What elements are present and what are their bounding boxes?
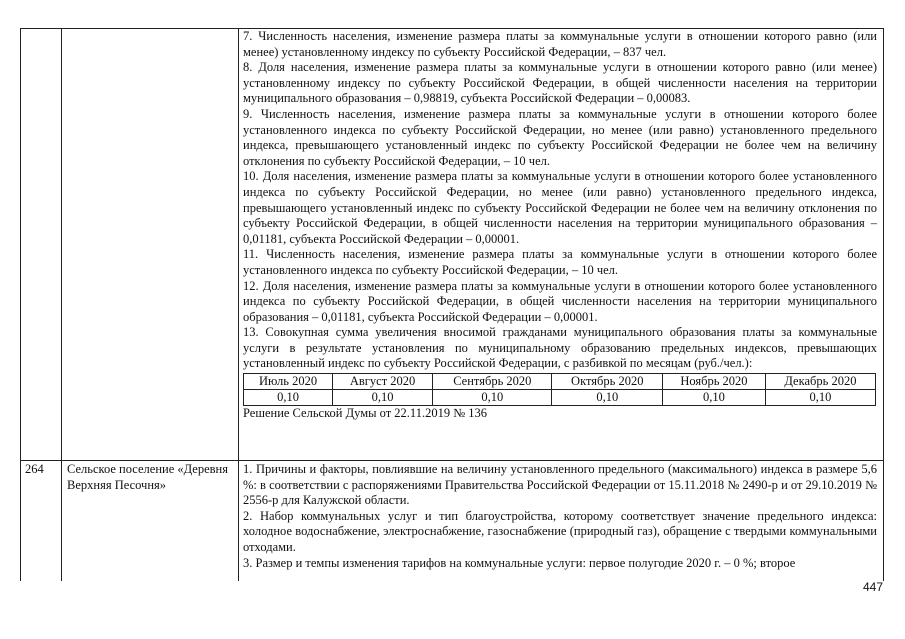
- item-11: 11. Численность населения, изменение размера платы за коммунальные услуги в отношении которого более установленного индекса по субъекту Российской Федерации, – 10 чел.: [243, 247, 877, 277]
- month-header: Июль 2020: [244, 374, 333, 390]
- month-value: 0,10: [433, 390, 552, 406]
- item-8: 8. Доля населения, изменение размера платы за коммунальные услуги в отношении которого равно (или менее) установленному индексу по субъекту Российской Федерации, в общей численности населения на территории муниципального образования – 0,98819, субъекта Российской Федерации – 0,00083.: [243, 60, 877, 106]
- decision-reference: Решение Сельской Думы от 22.11.2019 № 136: [243, 406, 488, 421]
- month-header: Ноябрь 2020: [663, 374, 766, 390]
- data-table: [20, 28, 884, 581]
- months-header-row: [244, 374, 876, 390]
- page-number: 447: [863, 580, 884, 594]
- months-value-row: [244, 390, 876, 406]
- month-header: Октябрь 2020: [552, 374, 663, 390]
- month-header: Декабрь 2020: [765, 374, 875, 390]
- row-264-item-2: 2. Набор коммунальных услуг и тип благоустройства, которому соответствует значение предельного индекса: холодное водоснабжение, электроснабжение, газоснабжение (природный газ), обращение с твердыми коммунальными отходами.: [243, 508, 877, 554]
- month-value: 0,10: [333, 390, 433, 406]
- months-table: [243, 373, 876, 406]
- month-value: 0,10: [765, 390, 875, 406]
- month-header: Август 2020: [333, 374, 433, 390]
- upper-content-cell: [243, 29, 877, 422]
- row-264-item-1: 1. Причины и факторы, повлиявшие на величину установленного предельного (максимального) индекса в размере 5,6 %: в соответствии с распоряжениями Правительства Российской Федерации от 15.11.2018 № 2490-р и от 29.10.2019 № 2556-р для Калужской области.: [243, 462, 877, 508]
- row-264-content-cell: [243, 462, 877, 571]
- row-number: 264: [25, 462, 44, 476]
- row-divider: [21, 460, 883, 461]
- item-7: 7. Численность населения, изменение размера платы за коммунальные услуги в отношении которого равно (или менее) установленному индексу по субъекту Российской Федерации, – 837 чел.: [243, 29, 877, 59]
- month-header: Сентябрь 2020: [433, 374, 552, 390]
- settlement-name: Сельское поселение «Деревня Верхняя Песочня»: [67, 462, 228, 492]
- item-10: 10. Доля населения, изменение размера платы за коммунальные услуги в отношении которого более установленного индекса по субъекту Российской Федерации, но менее (или равно) установленного предельного индекса, превышающего установленный индекс по субъекту Российской Федерации не более чем на величину отклонения по субъекту Российской Федерации, в общей численности населения на территории муниципального образования – 0,01181, субъекта Российской Федерации – 0,00001.: [243, 169, 877, 246]
- item-13: 13. Совокупная сумма увеличения вносимой гражданами муниципального образования платы за коммунальные услуги в результате установления по муниципальному образованию предельных индексов, превышающих установленный индекс по субъекту Российской Федерации, с разбивкой по месяцам (руб./чел.):: [243, 325, 877, 371]
- month-value: 0,10: [244, 390, 333, 406]
- month-value: 0,10: [663, 390, 766, 406]
- column-divider: [238, 29, 239, 581]
- item-12: 12. Доля населения, изменение размера платы за коммунальные услуги в отношении которого более установленного индекса по субъекту Российской Федерации, в общей численности населения на территории муниципального образования – 0,01181, субъекта Российской Федерации – 0,00001.: [243, 278, 877, 324]
- item-9: 9. Численность населения, изменение размера платы за коммунальные услуги в отношении которого более установленного индекса по субъекту Российской Федерации, но менее (или равно) установленного предельного индекса, превышающего установленный индекс по субъекту Российской Федерации не более чем на величину отклонения по субъекту Российской Федерации, – 10 чел.: [243, 106, 877, 168]
- column-divider: [61, 29, 62, 581]
- row-264-item-3: 3. Размер и темпы изменения тарифов на коммунальные услуги: первое полугодие 2020 г. – 0 %; второе: [243, 555, 796, 570]
- month-value: 0,10: [552, 390, 663, 406]
